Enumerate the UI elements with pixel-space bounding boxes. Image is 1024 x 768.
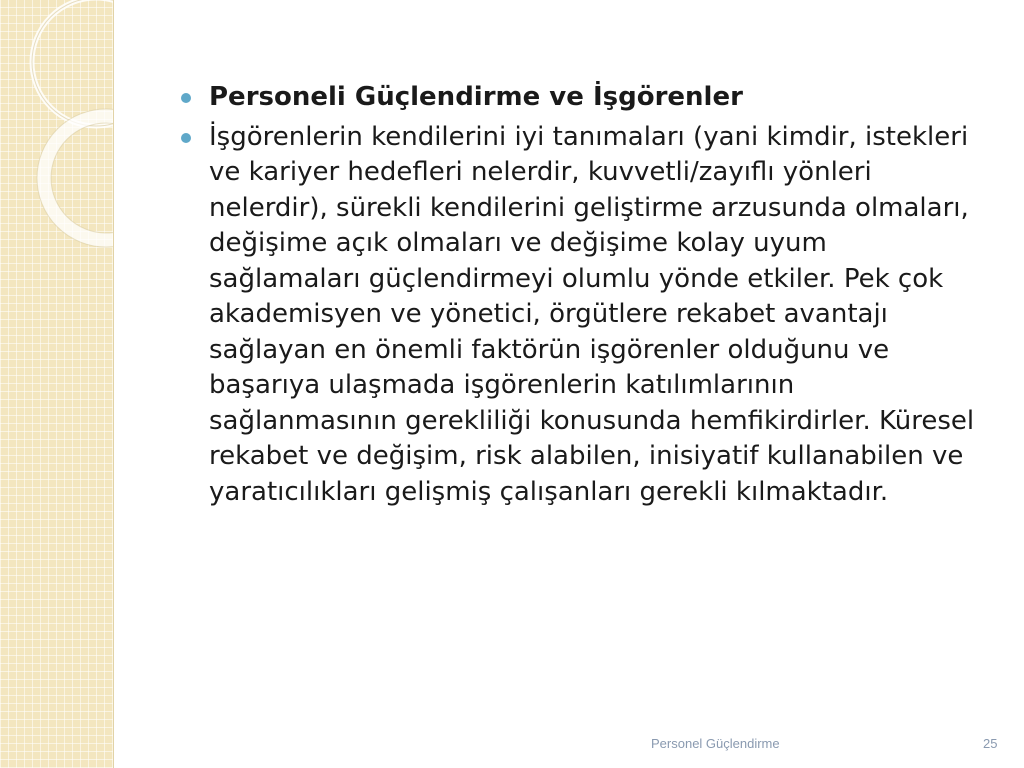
ring-decoration-upper — [32, 0, 113, 126]
bullet-body — [181, 120, 981, 511]
bullet-heading-text: Personeli Güçlendirme ve İşgörenler — [209, 82, 743, 112]
slide-content — [181, 80, 981, 512]
bullet-dot-icon — [181, 93, 191, 103]
page-number: 25 — [983, 736, 998, 751]
footer-title: Personel Güçlendirme — [651, 736, 780, 751]
ring-decoration-icon — [0, 0, 113, 768]
bullet-list — [181, 80, 981, 510]
decorative-side-panel — [0, 0, 114, 768]
bullet-heading — [181, 80, 981, 116]
bullet-body-text: İşgörenlerin kendilerini iyi tanımaları (yani kimdir, istekleri ve kariyer hedefleri nelerdir, kuvvetli/zayıflı yönleri nelerdir), sürekli kendilerini geliştirme arzusunda olmaları, değişime açık olmaları ve değişime kolay uyum sağlamaları güçlendirmeyi olumlu yönde etkiler. Pek çok akademisyen ve yönetici, örgütlere rekabet avantajı sağlayan en önemli faktörün işgörenler olduğunu ve başarıya ulaşmada işgörenlerin katılımlarının sağlanmasının gerekliliği konusunda hemfikirdirler. Küresel rekabet ve değişim, risk alabilen, inisiyatif kullanabilen ve yaratıcılıkları gelişmiş çalışanları gerekli kılmaktadır. — [209, 121, 975, 507]
ring-decoration-upper-outline — [32, 0, 113, 126]
ring-decoration-lower — [44, 116, 113, 240]
bullet-dot-icon — [181, 133, 191, 143]
